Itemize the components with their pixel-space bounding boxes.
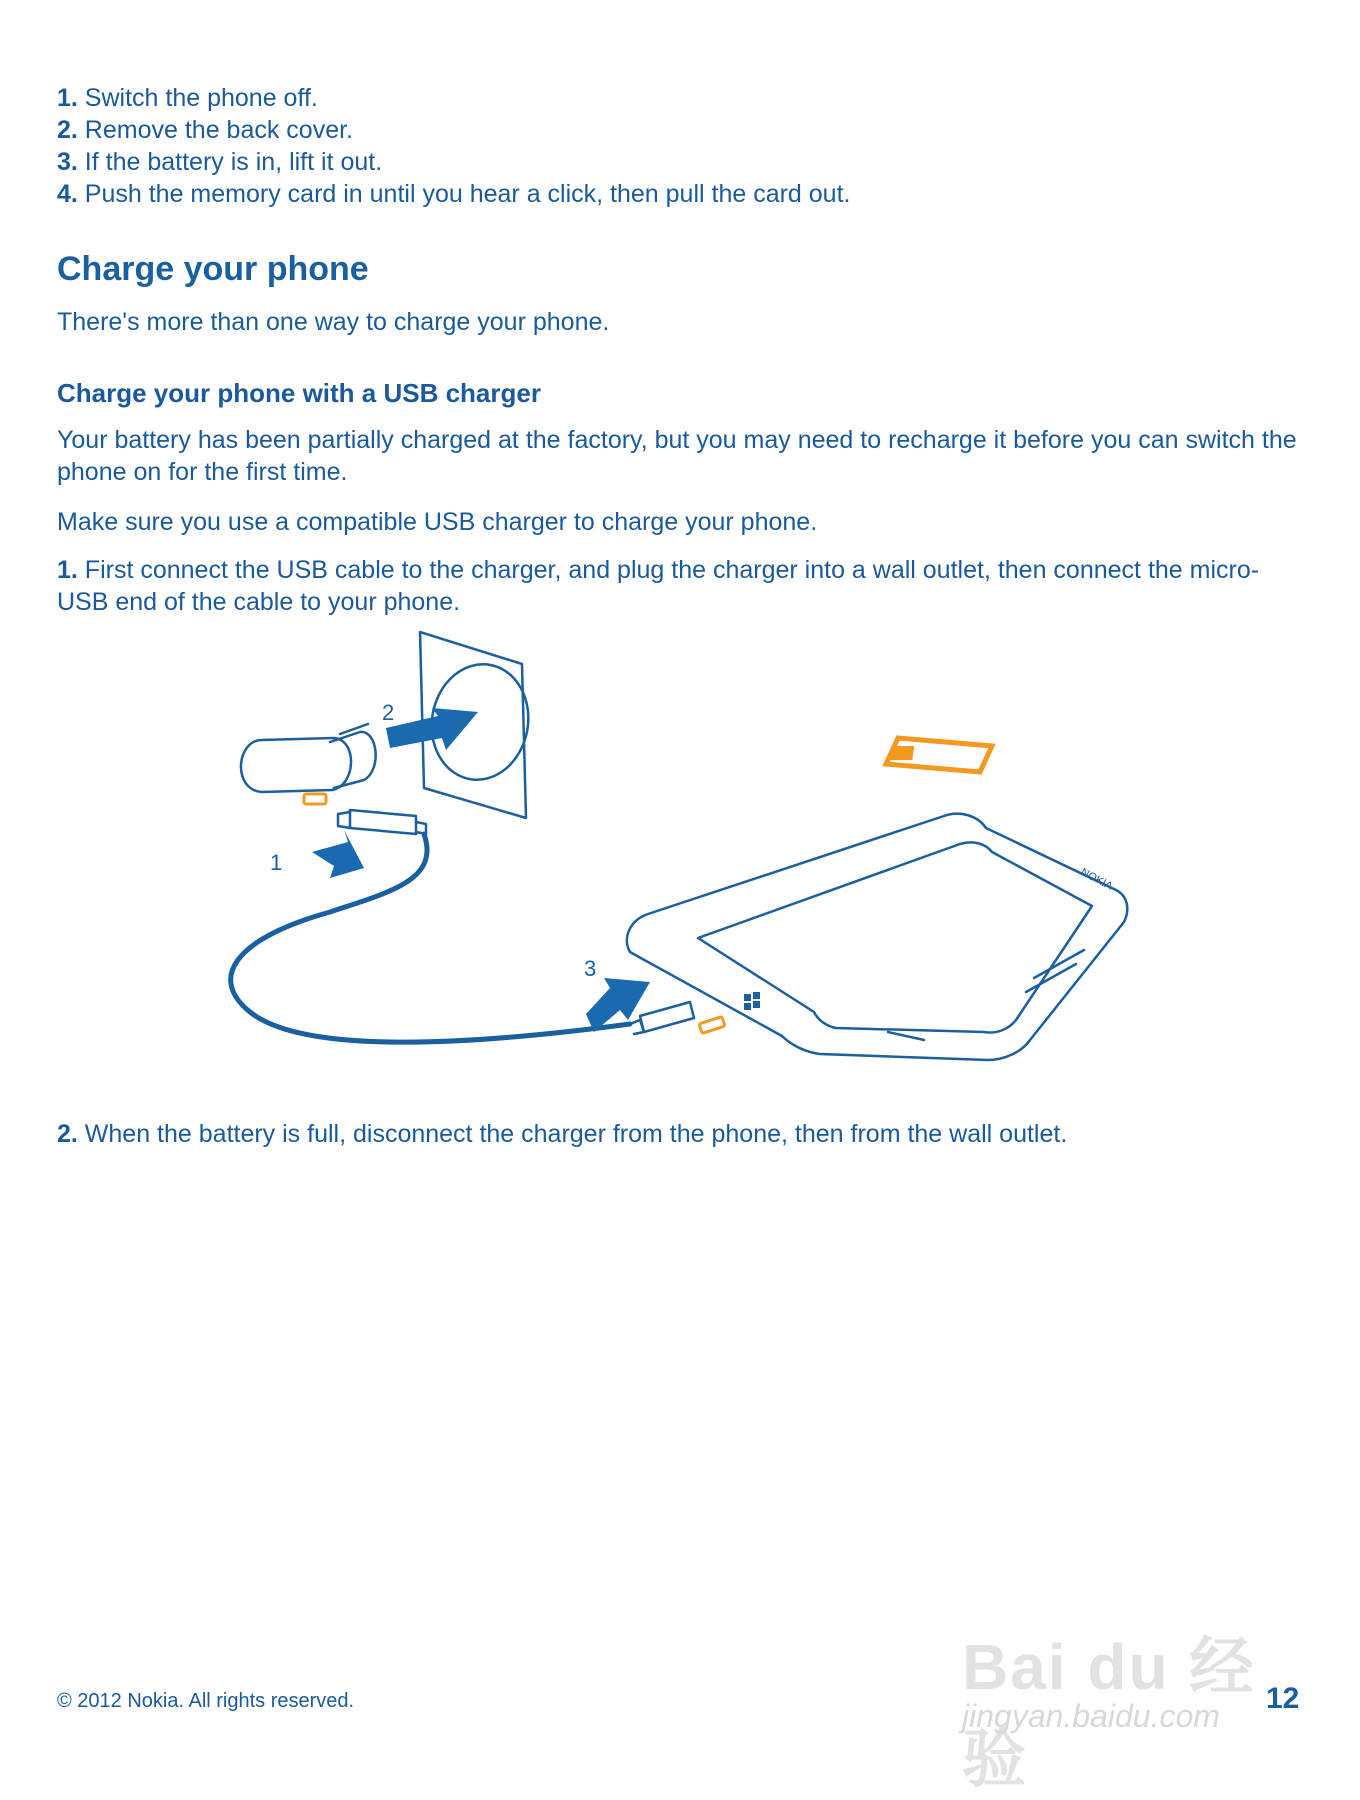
step-1: 1. First connect the USB cable to the charger, and plug the charger into a wall outlet, then connect the micro-USB end of the cable to your phone. xyxy=(57,556,1260,616)
phone-brand: NOKIA xyxy=(1078,866,1115,893)
list-item: 2. Remove the back cover. xyxy=(57,116,353,144)
list-item: 4. Push the memory card in until you hear a click, then pull the card out. xyxy=(57,180,851,208)
paragraph-compatible-charger: Make sure you use a compatible USB charger to charge your phone. xyxy=(57,508,818,536)
label-2: 2 xyxy=(382,700,395,725)
subsection-title: Charge your phone with a USB charger xyxy=(57,378,541,408)
copyright-footer: © 2012 Nokia. All rights reserved. xyxy=(57,1690,355,1712)
arrow-1-icon xyxy=(312,830,364,878)
watermark-logo: Bai du 经验 xyxy=(962,1631,1256,1795)
label-3: 3 xyxy=(584,956,597,981)
baidu-watermark xyxy=(952,1576,1282,1795)
micro-usb-plug-icon xyxy=(630,1002,694,1034)
list-item: 3. If the battery is in, lift it out. xyxy=(57,148,383,176)
step-2: 2. When the battery is full, disconnect the charger from the phone, then from the wall outlet. xyxy=(57,1120,1068,1148)
page-number: 12 xyxy=(1266,1682,1300,1715)
label-1: 1 xyxy=(270,850,283,875)
usb-cable xyxy=(231,834,630,1042)
charging-illustration xyxy=(0,620,1360,1100)
list-item: 1. Switch the phone off. xyxy=(57,84,318,112)
windows-logo-icon xyxy=(744,992,760,1010)
charger-icon xyxy=(241,724,376,792)
usb-plug-icon xyxy=(338,810,426,834)
memory-card-steps xyxy=(57,82,850,210)
section-intro: There's more than one way to charge your phone. xyxy=(57,308,610,336)
watermark-url: jingyan.baidu.com xyxy=(962,1698,1220,1734)
section-title: Charge your phone xyxy=(57,250,369,288)
paragraph-factory-charge: Your battery has been partially charged at the factory, but you may need to recharge it before you can switch the phone on for the first time. xyxy=(57,426,1297,486)
